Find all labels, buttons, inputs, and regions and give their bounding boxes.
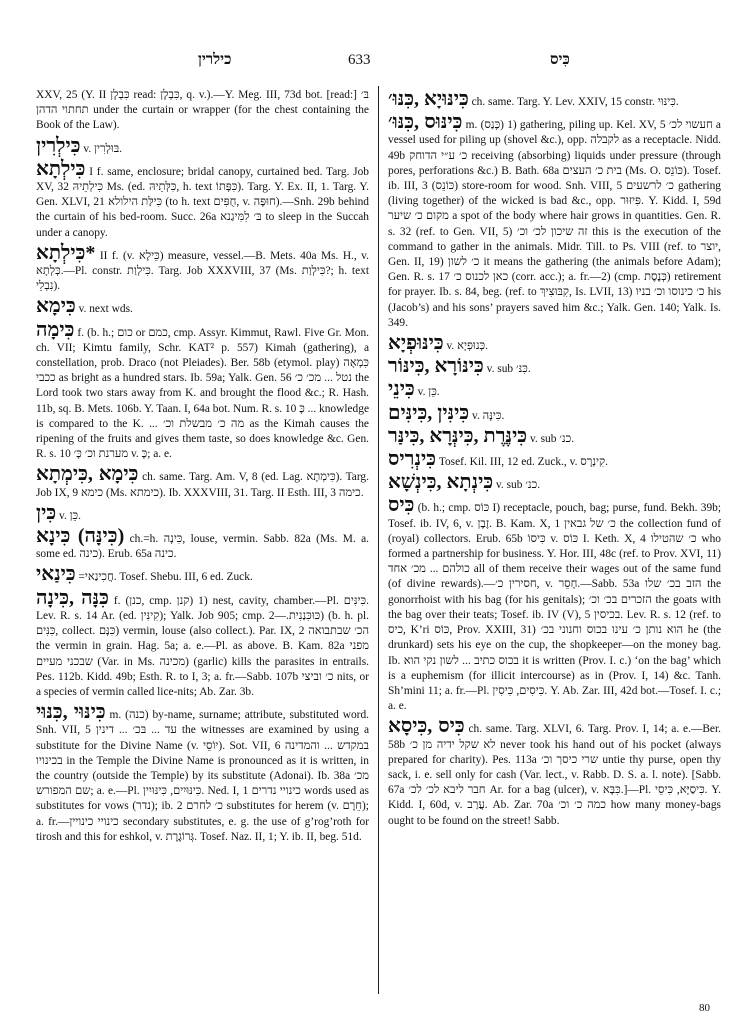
dictionary-entry: [388, 332, 721, 354]
entry-definition: m. (כָּנַס) 1) gathering, piling up. Kel. XV, 5 חעשוי לכ׳ a vessel used for piling up (shovel &c.), opp. לקבלה as a receptacle. Nidd. 49b כ׳ ע״י הדוחק receiving (absorbing) liquids under pressure (through pores, perforations &c.) B. Bath. 68a בית כ׳ העצים (Ms. O. כּוֹנֵס). Tosef. ib. III, 3 (כּוֹנֵס) store-room for wood. Snh. VIII, 5 כ׳ לרשעים gathering (living together) of the wicked is bad &c., opp. פִּיזּוּר. Y. Kidd. I, 59d מקום כ׳ שיער a spot of the body where hair grows in quantities. Gen. R. s. 32 (ref. to Gen. VII, 5) זה שיכון לכ׳ וכ׳ this is the execution of the command to gather in the animals. Midr. Till. to Ps. VIII (ref. to יוצר, Gen. II, 19) כ׳ לשון it means the gathering (the animals before Adam); Gen. R. s. 17 כאן לכנוס כ׳ (corr. acc.); a. fr.—2) (cmp. כְּנֶסֶת) retirement for prayer. Ib. s. 84, beg. (ref. to קִבּוּצִיךְ, Is. LVII, 13) כ׳ כינוסו וכ׳ בניו his (Jacob’s) and his sons’ prayers saved him &c.; Yalk. Gen. 140; Yalk. Is. 349.: [388, 119, 721, 329]
entry-definition: v. sub כנ׳.: [529, 432, 575, 445]
dictionary-entry: [388, 378, 721, 400]
entry-definition: v. sub כנ׳.: [495, 479, 541, 492]
entry-definition: XXV, 25 (Y. II כִּבְלָן read: כִּבְלָן, q. v.).—Y. Meg. III, 73d bot. [read:] בּ׳ תחתוי הדהן under the curtain or wrapper (for the chest containing the Book of the Law).: [36, 89, 369, 132]
entry-definition: II f. (v. כֵּילָא) measure, vessel.—B. Mets. 40a Ms. H., v. כְּלְתָא.—Pl. constr. כִּילְוַת. Targ. Job XXXVIII, 37 (Ms. כִּילְוַת?; h. text נִבְלֵי).: [36, 249, 369, 293]
dictionary-entry: [36, 701, 369, 845]
entry-definition: v. כִּינָּה.: [471, 409, 505, 422]
page-number: 633: [348, 52, 371, 68]
entry-headword: *כִּילְתָא: [36, 241, 96, 264]
dictionary-entry: [36, 463, 369, 500]
dictionary-entry: [388, 715, 721, 828]
entry-headword: כִּימָא: [36, 295, 76, 318]
entry-headword: כִּימָה: [36, 318, 75, 341]
entry-headword: כִּילְרִין: [36, 134, 81, 157]
entry-definition: v. כֵּן.: [417, 386, 440, 399]
entry-headword: כִּינּוֹרָא ,כִּינּוֹר: [388, 355, 484, 378]
entry-headword: כִּינְתָא ,כִּינְשָׁא: [388, 471, 494, 494]
running-header: [30, 52, 722, 72]
entry-definition: (b. h.; cmp. כּוֹס I) receptacle, pouch, bag; purse, fund. Bekh. 39b; Tosef. ib. IV, 6, v. זֶבֶן. B. Kam. X, 1 כ׳ של גבאין the collection fund of (royal) collectors. Erub. 65b כִּיסוֹ v. כּוֹס I. Keth. X, 4 כ׳ שהטילו who formed a partnership for business. Y. Hor. III, 48c (ref. to Prov. XVI, 11) כולהם ... מכ׳ אחד all of them receive their wages out of the same fund (of divine rewards).—חסירין כ׳, v. חָסֵר.—Sabb. 53a הזב בכ׳ שלו the gonorrhoist with his bag (for his genitals); הזכרים בכ׳ וכ׳ the goats with the bag over their teats; Tosef. ib. IV (V), 5 בכיסין. Lev. R. s. 12 (ref. to כיס, K’ri כּוֹס, Prov. XXIII, 31) הוא נותן כ׳ עינו בכוס וחנוני בכ׳ he (the drunkard) sets his eye on the cup, the shopkeeper—on the money bag. Ib. בכוס כתיב ... לשון נקי הוא it is written (Prov. I. c.) ‘on the bag’ which is a euphemism (for illicit intercourse) as in (Prov. I, 14) &c. Tanh. Sh’mini 11; a. fr.—Pl. כִּיסִים, כִּיסִין. Y. Ab. Zar. III, 42d bot.—Tosef. I. c.; a. e.: [388, 502, 721, 713]
dictionary-entry: [388, 355, 721, 377]
entry-headword: כִּינֶּרֶת ,כִּינְּרָא ,כִּינַּר: [388, 424, 528, 447]
dictionary-entry: [388, 111, 721, 331]
dictionary-entry: [36, 525, 369, 562]
entry-headword: (כִּינָּה) כִּינָא: [36, 525, 125, 548]
entry-definition: ch. same. Targ. Y. Lev. XXIV, 15 constr. כִּינּוּי.: [471, 96, 679, 108]
entry-definition: f. (b. h.; כום or כמם, cmp. Assyr. Kimmut, Rawl. Five Gr. Mon. ch. VII; Kimtu family, Schr. KAT² p. 557) Kimah (gathering), a constellation, prob. Draco (not Pleiades). Ber. 58b (etymol. play) כִּמְאָה ככבי as bright as a hundred stars. Ib. 59a; Yalk. Gen. 56 נטל ... מכ׳ כ׳ the Lord took two stars away from K. and brought the flood &c.; R. Hash. 11b, sq. B. Mets. 106b. Y. Taan. I, 64a bot. Num. R. s. 10 כָּ ... knowledge is compared to the K. ... מה כ׳ מבשלת וכ׳ as the Kimah causes the ripening of the fruits and gives them taste, so does knowledge &c. Gen. R. s. 10 מערנת וכ׳ כָּ׳ v. כָּ; a. e.: [36, 326, 369, 461]
dictionary-entry: [36, 158, 369, 241]
dictionary-entry: [388, 402, 721, 424]
entry-headword: כִּינַאי: [36, 563, 76, 586]
entry-headword: כִּנָּה ,כִּינָה: [36, 586, 109, 609]
entry-headword: כִּיס: [388, 494, 415, 517]
entry-headword: כִּינּוּיָא ,כִּנּוּ׳: [388, 88, 469, 110]
header-left-catchword: כילרין: [198, 52, 232, 68]
entry-definition: v. next wds.: [78, 303, 133, 316]
entry-definition: ch. same. Targ. Am. V, 8 (ed. Lag. כִּימְתָא). Targ. Job IX, 9 כימא (Ms. כימתא). Ib. XXXVIII, 31. Targ. II Esth. III, 3 כימה.: [36, 471, 369, 499]
entry-headword: כִּינּוּס ,כִּנּוּ׳: [388, 111, 463, 134]
entry-definition: I f. same, enclosure; bridal canopy, curtained bed. Targ. Job XV, 32 כִּילְתֵיהּ Ms. (ed. כִּלְּתֵיהּ, h. text כִּפָּתוֹ). Targ. Y. Ex. II, 1. Targ. Y. Gen. XLVI, 21 כִּילַּת הילולא (to h. text חֻפִּים, v. חוּפָּה).—Snh. 29b behind the curtain of his bed-room. Succ. 26a בּ׳ לִמִּיגַנא to sleep in the Succah under a canopy.: [36, 165, 369, 239]
dictionary-entry: [388, 425, 721, 447]
header-right-catchword: כִּיס: [550, 52, 570, 68]
entry-definition: Tosef. Kil. III, 12 ed. Zuck., v. קִינְרָס.: [438, 456, 609, 469]
entry-headword: כִּינְרִיס: [388, 448, 436, 471]
entry-definition: ch. same. Targ. XLVI, 6. Targ. Prov. I, 14; a. e.—Ber. 58b לא שקל ידיה מן כ׳ never took his hand out of his pocket (always prepared for charity). Pes. 113a שרי כיסך וכ׳ untie thy purse, open thy sack, i. e. sell only for cash (Var. lect., v. Rabb. D. S. a. l. note). [Sabb. 67a חבר ליבא לכ׳ לכ׳ Ar. for a bag (ulcer), v. כִּבָּא.]—Pl. כִּיסַיָּא, כִּיסֵי. Y. Kidd. I, 60d, v. עֲרַב. Ab. Zar. 70a כמה כ׳ וכ׳ how many money-bags ought to be found on the street! Sabb.: [388, 723, 721, 827]
entry-definition: v. כֵּן.: [58, 509, 81, 522]
dictionary-entry: [388, 494, 721, 714]
entry-headword: כִּין: [36, 501, 57, 524]
dictionary-entry: [36, 319, 369, 463]
entry-definition: f. (כנן, cmp. קנן) 1) nest, cavity, chamber.—Pl. כִּינִּים. Lev. R. s. 14 Ar. (ed. קִינִּין); Yalk. Job 905; cmp. כּוּכִּנַנִית.—2) (b. h. pl. כִּנִּים, collect. כִּנָּם) vermin, louse (also collect.). Par. IX, 2 הכ׳ שבתבואה the vermin in grain. Hag. 5a; a. e.—Pl. as above. B. Kam. 82a מפני שבכני מעיים (Var. in Ms. מכינה) (garlic) kills the parasites in entrails. Pes. 112b. Kidd. 49b; Esth. R. to I, 3; a. fr.—Sabb. 107b כ׳ וביצי nits, or a species of vermin called lice-nits; Ab. Zar. 3b.: [36, 594, 369, 698]
entry-headword: כִּיס ,כִּיסָא: [388, 715, 465, 738]
dictionary-entry: [388, 471, 721, 493]
dictionary-entry: [388, 88, 721, 110]
entry-headword: כִּינּוּי ,כִּנּוּי: [36, 701, 106, 724]
dictionary-entry: [36, 563, 369, 585]
column-divider: [378, 86, 379, 994]
entry-definition: ch.=h. כִּינָה, louse, vermin. Sabb. 82a (Ms. M. a. some ed. כינה). Erub. 65a כינה.: [36, 533, 369, 561]
entry-headword: כִּילְתָא: [36, 157, 86, 180]
entry-definition: v. sub כִּנּ׳.: [486, 363, 531, 376]
entry-headword: כִּינִּין ,כִּינִּים: [388, 401, 470, 424]
entry-headword: כִּימָא ,כִּימְתָא: [36, 463, 139, 486]
dictionary-entry: [36, 88, 369, 134]
entry-definition: v. כְּנוּפְיָא.: [446, 340, 488, 353]
left-column: [36, 88, 369, 996]
entry-headword: כִּינֵי: [388, 378, 415, 401]
entry-definition: =חֲכִינַאי. Tosef. Shebu. III, 6 ed. Zuck.: [78, 571, 253, 584]
dictionary-entry: [388, 448, 721, 470]
dictionary-entry: [36, 502, 369, 524]
dictionary-entry: [36, 242, 369, 295]
signature-mark: 80: [699, 1002, 710, 1014]
entry-definition: v. בּוּלְרִין.: [83, 142, 123, 155]
entry-definition: m. (כנה) by-name, surname; attribute, substituted word. Snh. VII, 5 עד ... בּכ׳ ... דינין the witnesses are examined by using a substitute for the Divine Name (v. יוֹסֵי). Sot. VII, 6 במקדש ... והמדינה בכינויו in the Temple the Divine Name is pronounced as it is written, in the country (outside the Temple) by its substitute (Adonai). Ib. 38a מכ׳ שם המפורש; a. e.—Pl. כִּינּוּיִים, כִּינּוּיִין. Ned. I, 1 כינויי נדרים words used as substitutes for vows (נדר); ib. 2 כ׳ לחרם substitutes for herem (v. חֵרֶם); a. fr.—כינויי כינויין secondary substitutes, e. g. the use of g’rog’roth for tirosh and this for eshkol, v. גְּרוֹגֶרֶת. Tosef. Naz. II, 1; Y. ib. II, beg. 51d.: [36, 709, 369, 843]
dictionary-entry: [36, 135, 369, 157]
entry-headword: כִּינּוּפְיָא: [388, 332, 444, 355]
right-column: [388, 88, 721, 996]
dictionary-entry: [36, 295, 369, 317]
dictionary-entry: [36, 587, 369, 700]
dictionary-page: [30, 0, 722, 1016]
